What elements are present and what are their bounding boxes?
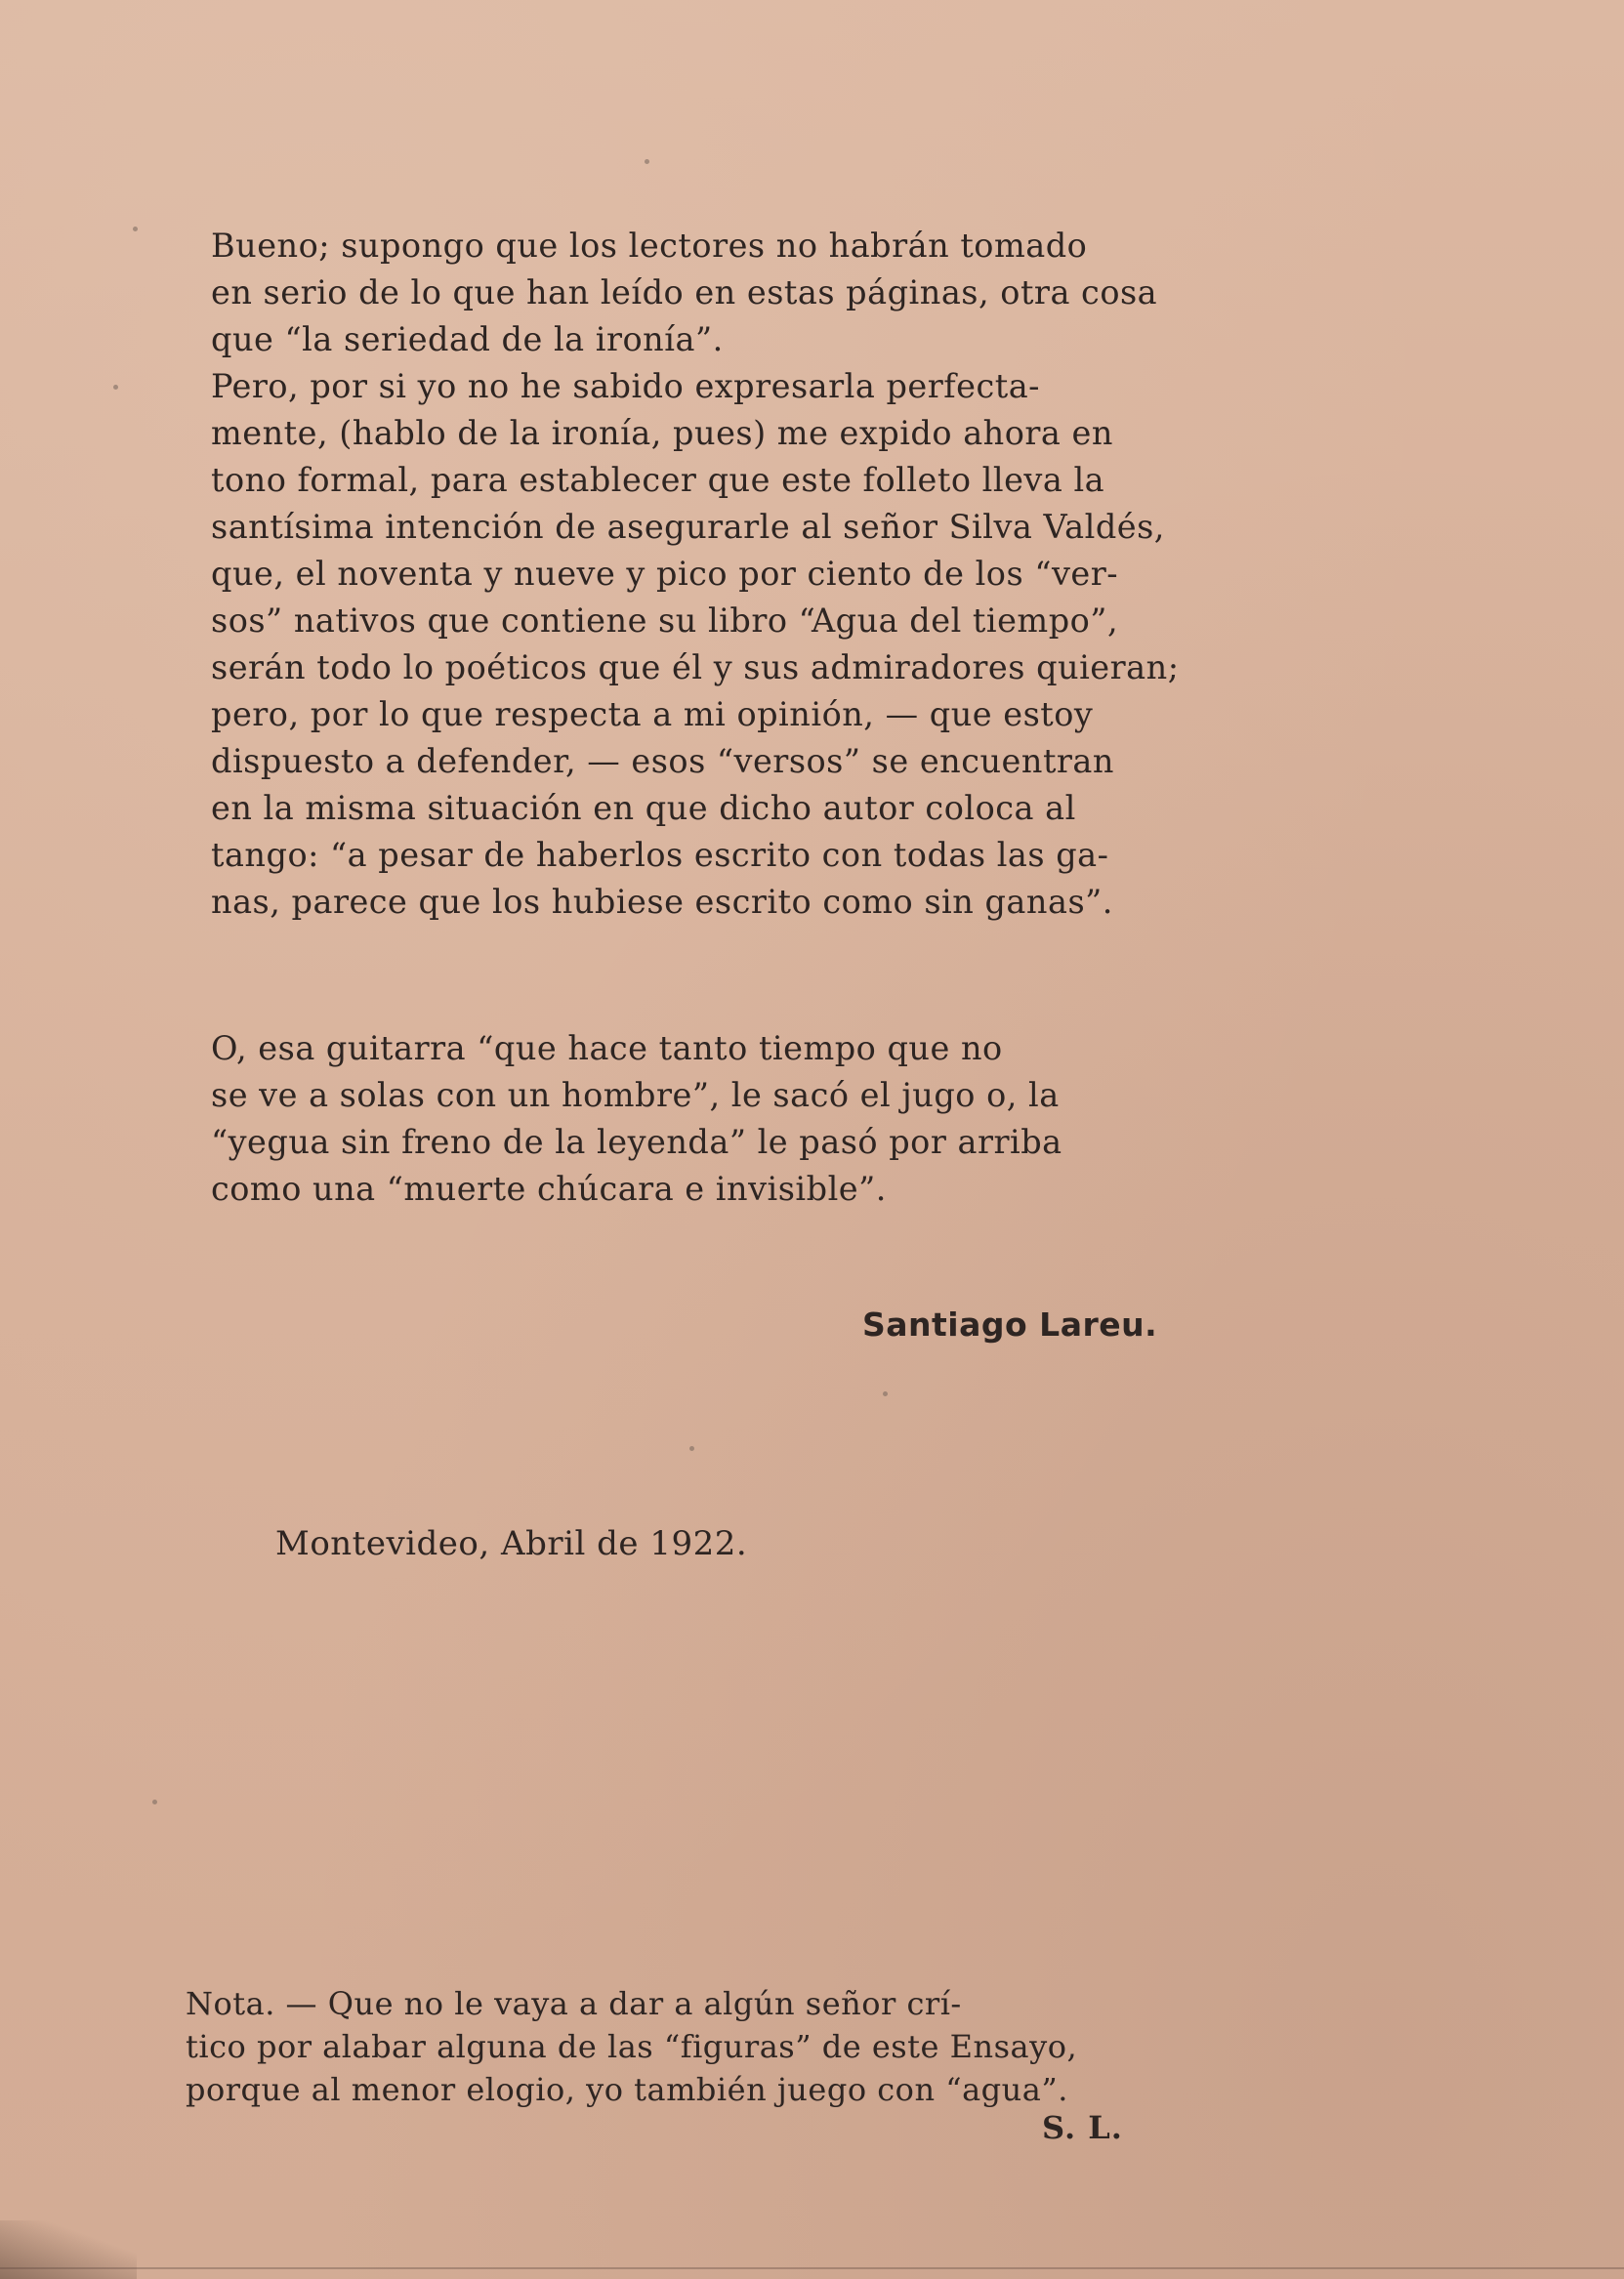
footnote-text: Nota. — Que no le vaya a dar a algún señor crí- tico por alabar alguna de las “figuras” de este Ensayo, porque al menor elogio, yo también juego con “agua”. <box>186 1985 1078 2108</box>
paper-speck <box>645 159 649 164</box>
page-bottom-edge <box>0 2267 1624 2269</box>
paper-speck <box>883 1391 888 1396</box>
place-date-line: Montevideo, Abril de 1922. <box>275 1524 748 1563</box>
body-paragraph-1: Bueno; supongo que los lectores no habrán tomado en serio de lo que han leído en estas páginas, otra cosa que “la seriedad de la ironía”. Pero, por si yo no he sabido expresarla perfecta- mente, (hablo de la ironía, pues) me expido ahora en tono formal, para establecer que este folleto lleva la santísima intención de asegurarle al señor Silva Valdés, que, el noventa y nueve y pico por ciento de los “ver- sos” nativos que contiene su libro “Agua del tiempo”, serán todo lo poéticos que él y sus admiradores quieran; pero, por lo que respecta a mi opinión, — que estoy dispuesto a defender, — esos “versos” se encuentran en la misma situación en que dicho autor coloca al tango: “a pesar de haberlos escrito con todas las ga- nas, parece que los hubiese escrito como sin ganas”. <box>211 227 1180 921</box>
paper-speck <box>113 385 118 390</box>
paper-speck <box>689 1446 694 1451</box>
paper-speck <box>133 227 138 231</box>
body-paragraph-2: O, esa guitarra “que hace tanto tiempo que no se ve a solas con un hombre”, le sacó el jugo o, la “yegua sin freno de la leyenda” le pasó por arriba como una “muerte chúcara e invisible”. <box>211 1029 1062 1208</box>
author-signature: Santiago Lareu. <box>862 1305 1158 1344</box>
page-corner-shadow <box>0 2220 137 2279</box>
paper-speck <box>152 1800 157 1804</box>
footnote-initials: S. L. <box>1042 2109 1123 2146</box>
